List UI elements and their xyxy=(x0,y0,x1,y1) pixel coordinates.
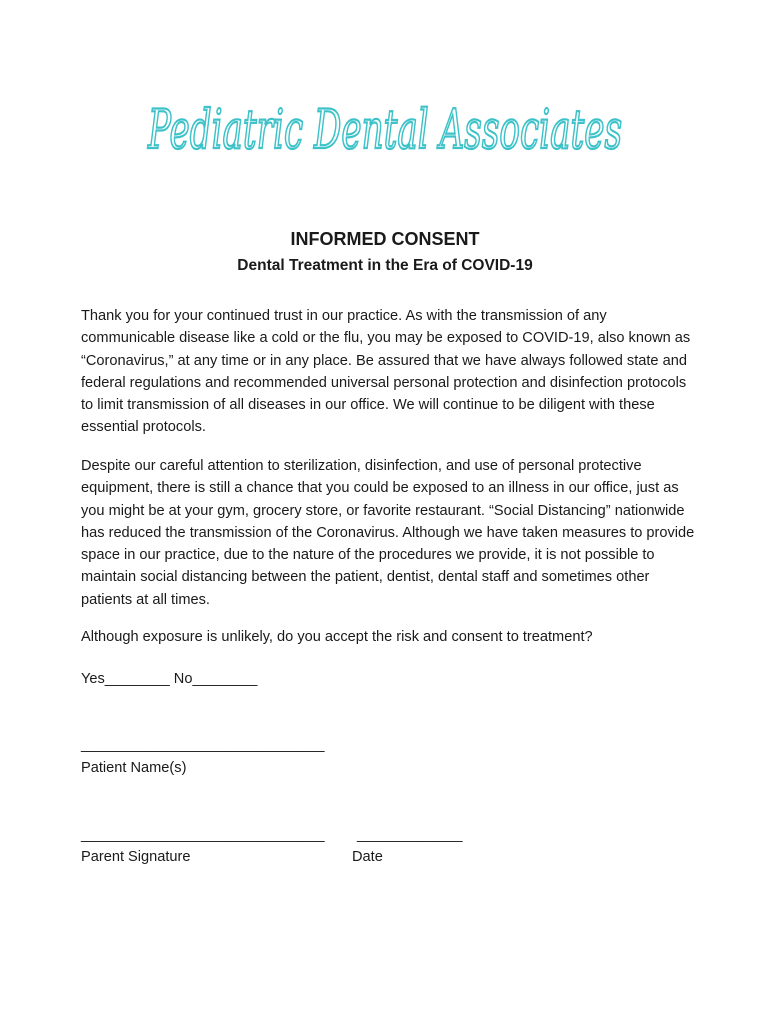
consent-question: Although exposure is unlikely, do you accept the risk and consent to treatment? xyxy=(81,629,593,645)
intro-paragraph: Thank you for your continued trust in our practice. As with the transmission of any communicable disease like a cold or the flu, you may be exposed to COVID-19, also known as “Coronavirus,” at any time or in any place. Be assured that we have always followed state and federal regulations and recommended universal personal protection and disinfection protocols to limit transmission of all diseases in our office. We will continue to be diligent with these essential protocols. xyxy=(81,308,691,436)
document-subtitle: Dental Treatment in the Era of COVID-19 xyxy=(237,257,533,274)
practice-logo xyxy=(140,78,630,178)
document-title: INFORMED CONSENT xyxy=(290,229,480,249)
patient-name-field[interactable]: ______________________________ xyxy=(81,737,325,753)
parent-signature-label: Parent Signature xyxy=(81,849,191,865)
yes-no-answer-field[interactable]: Yes________ No________ xyxy=(81,671,258,687)
date-field[interactable]: _____________ xyxy=(357,827,463,843)
risk-paragraph: Despite our careful attention to sterilization, disinfection, and use of personal protective equipment, there is still a chance that you could be exposed to an illness in our office, just as you might be at your gym, grocery store, or favorite restaurant. “Social Distancing” nationwide has reduced the transmission of the Coronavirus. Although we have taken measures to provide space in our practice, due to the nature of the procedures we provide, it is not possible to maintain social distancing between the patient, dentist, dental staff and sometimes other patients at all times. xyxy=(81,458,695,608)
parent-signature-field[interactable]: ______________________________ xyxy=(81,827,325,843)
logo-text: Pediatric Dental Associates xyxy=(147,98,622,161)
patient-name-label: Patient Name(s) xyxy=(81,760,187,776)
date-label: Date xyxy=(352,849,383,865)
